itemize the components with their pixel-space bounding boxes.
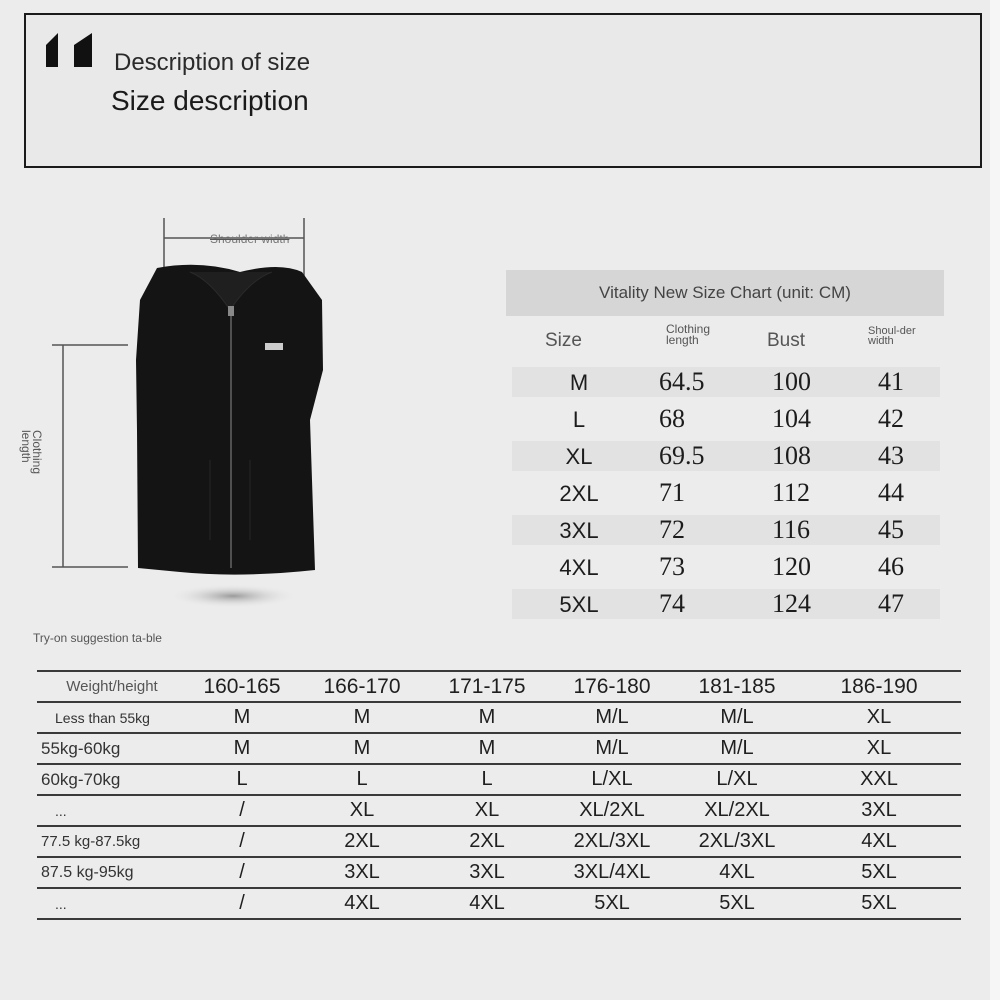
size-cell: 5XL <box>677 888 797 919</box>
cell-length: 68 <box>659 404 685 433</box>
size-cell: 4XL <box>297 888 427 919</box>
header-title: Size description <box>111 85 309 116</box>
clothing-length-label: Clothing length <box>19 430 44 475</box>
size-cell: XXL <box>797 764 961 795</box>
cell-size: M <box>569 370 589 395</box>
cell-shoulder: 42 <box>878 404 904 433</box>
cell-size: 2XL <box>559 481 599 506</box>
height-header: 160-165 <box>187 671 297 702</box>
cell-size: 4XL <box>559 555 599 580</box>
height-header: 186-190 <box>797 671 961 702</box>
page-edge <box>990 0 1000 1000</box>
vest-image <box>40 200 360 620</box>
size-cell: M <box>427 702 547 733</box>
size-cell: M <box>297 702 427 733</box>
cell-shoulder: 43 <box>878 441 904 470</box>
cell-bust: 116 <box>772 515 811 544</box>
cell-size: XL <box>565 444 593 469</box>
cell-bust: 104 <box>772 404 811 433</box>
size-cell: XL/2XL <box>677 795 797 826</box>
size-cell: / <box>187 795 297 826</box>
cell-length: 69.5 <box>659 441 705 470</box>
cell-bust: 120 <box>772 552 811 581</box>
size-cell: / <box>187 888 297 919</box>
height-header: 171-175 <box>427 671 547 702</box>
size-row <box>506 549 944 586</box>
cell-size: 5XL <box>559 592 599 617</box>
tryon-row <box>37 764 961 795</box>
size-cell: M <box>187 702 297 733</box>
cell-shoulder: 47 <box>878 589 904 618</box>
size-row <box>506 438 944 475</box>
size-cell: 2XL/3XL <box>547 826 677 857</box>
size-cell: M/L <box>677 733 797 764</box>
col-size: Size <box>545 330 582 351</box>
tryon-header-row <box>37 671 961 702</box>
size-cell: L/XL <box>677 764 797 795</box>
size-cell: 5XL <box>797 857 961 888</box>
size-cell: M <box>187 733 297 764</box>
weight-label: ... <box>37 888 187 919</box>
size-cell: 5XL <box>547 888 677 919</box>
size-chart-title: Vitality New Size Chart (unit: CM) <box>506 270 944 316</box>
size-cell: M/L <box>547 733 677 764</box>
size-cell: 2XL <box>297 826 427 857</box>
weight-label: Less than 55kg <box>37 702 187 733</box>
size-cell: XL <box>297 795 427 826</box>
tryon-row <box>37 857 961 888</box>
size-cell: M/L <box>677 702 797 733</box>
weight-label: 77.5 kg-87.5kg <box>37 826 187 857</box>
cell-bust: 112 <box>772 478 811 507</box>
weight-label: 87.5 kg-95kg <box>37 857 187 888</box>
size-cell: 3XL <box>427 857 547 888</box>
weight-label: 55kg-60kg <box>37 733 187 764</box>
size-cell: 4XL <box>427 888 547 919</box>
col-shoulder-width: Shoul-der width <box>868 325 916 347</box>
cell-bust: 108 <box>772 441 811 470</box>
weight-label: 60kg-70kg <box>37 764 187 795</box>
size-cell: 3XL <box>797 795 961 826</box>
cell-size: 3XL <box>559 518 599 543</box>
size-row <box>506 512 944 549</box>
size-cell: / <box>187 826 297 857</box>
shoulder-width-label: Shoulder width <box>210 232 290 246</box>
cell-bust: 100 <box>772 367 811 396</box>
tryon-row <box>37 826 961 857</box>
tryon-row <box>37 702 961 733</box>
cell-shoulder: 45 <box>878 515 904 544</box>
col-bust: Bust <box>767 330 806 351</box>
header-box <box>24 13 982 168</box>
tryon-row <box>37 733 961 764</box>
cell-shoulder: 41 <box>878 367 904 396</box>
header-subtitle: Description of size <box>114 49 311 76</box>
tryon-row <box>37 795 961 826</box>
cell-length: 72 <box>659 515 685 544</box>
size-cell: XL <box>797 733 961 764</box>
cell-length: 73 <box>659 552 685 581</box>
size-cell: 4XL <box>677 857 797 888</box>
size-row <box>506 475 944 512</box>
cell-length: 74 <box>659 589 685 618</box>
size-cell: XL/2XL <box>547 795 677 826</box>
size-chart <box>506 270 944 623</box>
col-clothing-length: Clothing length <box>666 322 711 347</box>
cell-size: L <box>572 407 586 432</box>
size-cell: 2XL/3XL <box>677 826 797 857</box>
height-header: 166-170 <box>297 671 427 702</box>
size-cell: XL <box>797 702 961 733</box>
height-header: 181-185 <box>677 671 797 702</box>
size-cell: 2XL <box>427 826 547 857</box>
size-cell: 3XL/4XL <box>547 857 677 888</box>
size-cell: M <box>297 733 427 764</box>
cell-length: 64.5 <box>659 367 705 396</box>
size-cell: M/L <box>547 702 677 733</box>
cell-bust: 124 <box>772 589 811 618</box>
size-row <box>506 586 944 623</box>
size-chart-header <box>506 316 944 364</box>
size-cell: 5XL <box>797 888 961 919</box>
corner-header: Weight/height <box>37 671 187 702</box>
size-cell: 4XL <box>797 826 961 857</box>
cell-shoulder: 44 <box>878 478 904 507</box>
cell-length: 71 <box>659 478 685 507</box>
tryon-row <box>37 888 961 919</box>
size-cell: L <box>427 764 547 795</box>
quote-icon <box>44 31 98 71</box>
size-row <box>506 364 944 401</box>
size-cell: XL <box>427 795 547 826</box>
size-cell: L <box>187 764 297 795</box>
height-header: 176-180 <box>547 671 677 702</box>
tryon-caption: Try-on suggestion ta-ble <box>33 631 162 645</box>
size-cell: 3XL <box>297 857 427 888</box>
size-cell: / <box>187 857 297 888</box>
tryon-table <box>37 670 961 920</box>
weight-label: ... <box>37 795 187 826</box>
size-cell: M <box>427 733 547 764</box>
size-cell: L <box>297 764 427 795</box>
size-row <box>506 401 944 438</box>
cell-shoulder: 46 <box>878 552 904 581</box>
size-cell: L/XL <box>547 764 677 795</box>
